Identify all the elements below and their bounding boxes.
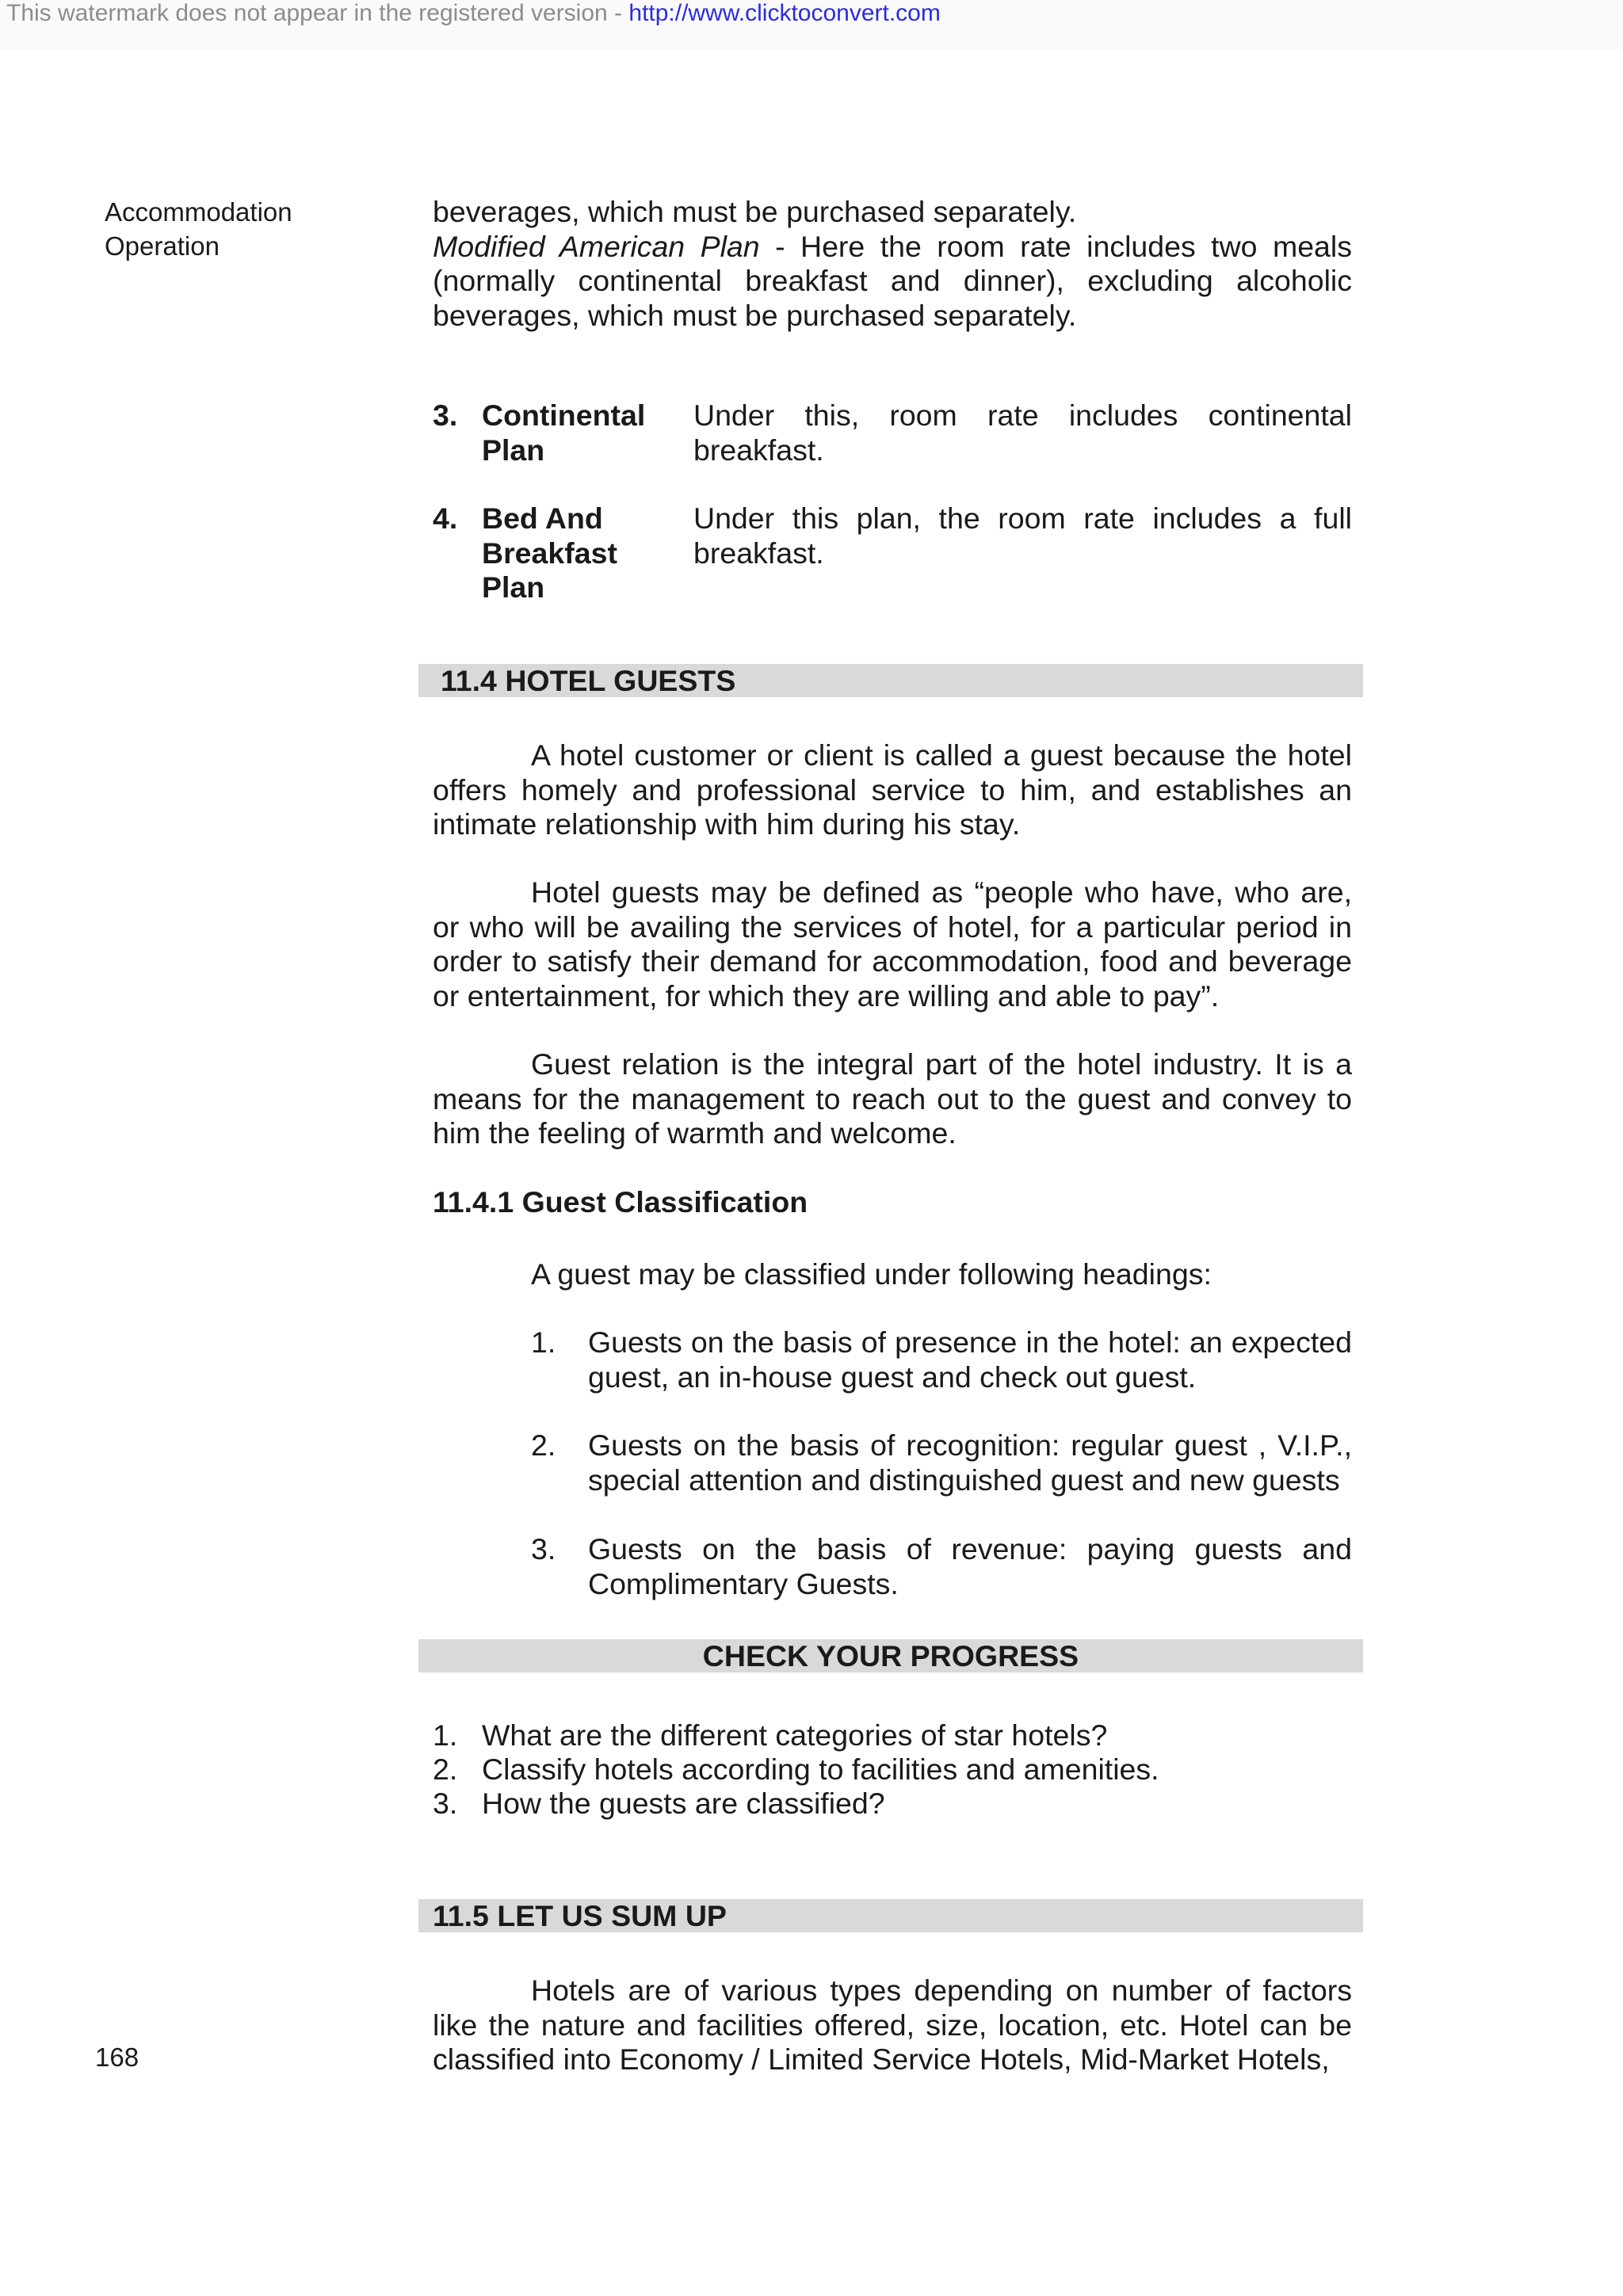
plan-description: Under this plan, the room rate includes a full breakfast. bbox=[693, 502, 1352, 570]
plan-number: 3. bbox=[433, 399, 458, 432]
plan-continuation bbox=[433, 195, 1352, 333]
plan-name bbox=[482, 399, 664, 467]
section-heading-11-4: 11.4 HOTEL GUESTS bbox=[418, 664, 1363, 697]
running-header bbox=[105, 195, 292, 263]
question-number: 1. bbox=[433, 1718, 458, 1752]
plan-name-line: Breakfast bbox=[482, 536, 617, 570]
paragraph-guest-services: Hotel guests may be defined as “people who have, who are, or who will be availing the services of hotel, for a particular period in order to satisfy their demand for accommodation, food and beverage or entertainment, for which they are willing and able to pay”. bbox=[433, 875, 1352, 1013]
list-number: 1. bbox=[531, 1325, 556, 1359]
list-text: Guests on the basis of revenue: paying guests and Complimentary Guests. bbox=[588, 1532, 1352, 1600]
question-number: 2. bbox=[433, 1753, 458, 1786]
plan-number: 4. bbox=[433, 502, 458, 535]
watermark-text: This watermark does not appear in the registered version - bbox=[6, 0, 629, 26]
section-heading-11-5: 11.5 LET US SUM UP bbox=[418, 1899, 1363, 1932]
map-term: Modified American Plan bbox=[433, 229, 760, 263]
continuation-line: beverages, which must be purchased separately. bbox=[433, 195, 1077, 228]
plan-name-line: Plan bbox=[482, 433, 545, 467]
watermark-banner bbox=[0, 0, 1623, 49]
question-text: What are the different categories of star hotels? bbox=[482, 1718, 1108, 1752]
list-text: Guests on the basis of presence in the hotel: an expected guest, an in-house guest and check out guest. bbox=[588, 1325, 1352, 1394]
paragraph-guest-relation: Guest relation is the integral part of the hotel industry. It is a means for the management to reach out to the guest and convey to him the feeling of warmth and welcome. bbox=[433, 1047, 1352, 1150]
list-text: Guests on the basis of recognition: regular guest , V.I.P., special attention and distinguished guest and new guests bbox=[588, 1428, 1352, 1497]
plan-name-line: Bed And bbox=[482, 502, 603, 535]
question-text: Classify hotels according to facilities and amenities. bbox=[482, 1753, 1159, 1786]
question-number: 3. bbox=[433, 1787, 458, 1820]
plan-description: Under this, room rate includes continental breakfast. bbox=[693, 399, 1352, 467]
classification-intro: A guest may be classified under following headings: bbox=[531, 1257, 1212, 1291]
paragraph-sum-up: Hotels are of various types depending on number of factors like the nature and facilities offered, size, location, etc. Hotel can be classified into Economy / Limited Service Hotels, Mid-Market Hotels, bbox=[433, 1974, 1352, 2076]
plan-name-line: Continental bbox=[482, 399, 646, 432]
list-number: 3. bbox=[531, 1532, 556, 1566]
plan-name-line: Plan bbox=[482, 570, 545, 604]
check-progress-heading: CHECK YOUR PROGRESS bbox=[418, 1639, 1363, 1672]
plan-name bbox=[482, 502, 664, 605]
watermark-link[interactable]: http://www.clicktoconvert.com bbox=[628, 0, 941, 26]
running-header-line1: Accommodation bbox=[105, 197, 292, 227]
paragraph-guest-definition: A hotel customer or client is called a guest because the hotel offers homely and professional service to him, and establishes an intimate relationship with him during his stay. bbox=[433, 738, 1352, 841]
map-description: - Here the room rate includes two meals (normally continental breakfast and dinner), excluding alcoholic beverages, which must be purchased separately. bbox=[433, 229, 1352, 332]
list-number: 2. bbox=[531, 1428, 556, 1462]
subsection-heading-11-4-1: 11.4.1 Guest Classification bbox=[433, 1185, 808, 1219]
question-text: How the guests are classified? bbox=[482, 1787, 885, 1820]
running-header-line2: Operation bbox=[105, 231, 220, 261]
page-number: 168 bbox=[95, 2042, 139, 2072]
